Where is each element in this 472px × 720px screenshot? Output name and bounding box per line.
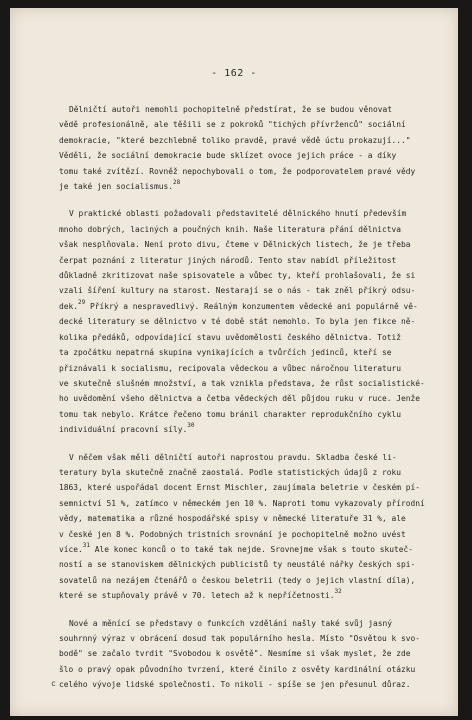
text-line: [59, 677, 419, 692]
line-text: ho uvědomění všeho dělnictva a četba vědeckých děl půjdou ruku v ruce. Jenže: [59, 394, 421, 404]
text-line: [59, 133, 419, 148]
line-text: Dělničtí autoři nemohli pochopitelně předstírat, že se budou věnovat: [69, 105, 393, 114]
line-text: individuální pracovní síly.: [59, 425, 188, 435]
line-text: důkladně zkritizovat naše spisovatele a vůbec ty, kteří prohlašovali, že si: [59, 271, 416, 281]
document-page: [10, 8, 458, 716]
text-line: [59, 662, 419, 677]
text-line: [59, 511, 419, 526]
line-text-continued: Příkrý a nespravedlivý. Reálným konzumentem vědecké ani populárně vě-: [85, 301, 418, 311]
text-line: [59, 527, 419, 542]
line-text: vzali šíření kultury na starost. Nestarají se o nás - tak zněl příkrý odsu-: [59, 286, 416, 296]
text-line: [59, 102, 419, 117]
line-text: ta zpočátku nepatrná skupina vynikajících a tvůrčích jedinců, kteří se: [59, 348, 392, 358]
text-line: [59, 480, 419, 495]
text-line: [59, 542, 419, 557]
line-text: ve skutečně slušném množství, a tak vznikla představa, že růst socialistické-: [59, 378, 425, 388]
text-line: [59, 496, 425, 511]
footnote-marker: 32: [334, 588, 342, 596]
line-text: mnoho dobrých, laciných a poučných knih. Naše literatura přání dělnictva: [59, 224, 402, 234]
line-text: celého vývoje lidské společnosti. To nikoli - spíše se jen přesunul důraz.: [59, 680, 411, 690]
text-line: [59, 206, 419, 221]
text-line: [59, 465, 419, 480]
footnote-marker: 29: [78, 298, 86, 306]
line-text: bodě" se začalo tvrdit "Svobodou k osvětě". Nesmíme si však myslet, že zde: [59, 649, 411, 659]
line-text: dek.: [59, 301, 79, 311]
text-line: [59, 422, 419, 437]
line-text: V praktické oblasti požadovali představitelé dělnického hnutí především: [69, 209, 407, 219]
line-text: tomu tak nebylo. Krátce řečeno tomu bránil charakter reprodukčního cyklu: [59, 409, 402, 419]
text-line: [59, 179, 419, 194]
line-text: v české jen 8 %. Podobných tristních srovnání je pochopitelně možno uvést: [59, 529, 406, 539]
text-line: [59, 450, 419, 465]
text-line: [59, 314, 419, 329]
line-text: kolika předáků, odpovídající stavu uvědomělosti českého dělnictva. Totiž: [59, 332, 402, 342]
line-text: však nesplňovala. Není proto divu, čteme v Dělnických listech, že je třeba: [59, 240, 411, 250]
text-line: [59, 616, 419, 631]
footnote-marker: 30: [187, 422, 195, 430]
text-line: [59, 253, 419, 268]
line-text: souhrnný výraz v obrácení dosud tak populárního hesla. Místo "Osvětou k svo-: [59, 634, 421, 643]
text-line: [59, 268, 419, 283]
line-text: přiznávali k socialismu, recipovala vědeckou a vůbec náročnou literaturu: [59, 363, 402, 373]
text-line: [59, 361, 419, 376]
text-line: [59, 573, 419, 588]
text-line: [59, 330, 419, 345]
text-line: [59, 164, 419, 179]
text-line: [59, 299, 419, 314]
text-line: [59, 222, 419, 237]
line-text: ností a se stanoviskem dělnických publicistů ty neustálé nářky českých spi-: [59, 560, 416, 570]
line-text: demokracie, "které bezchlebně toliko pravdě, pravé vědě úctu prokazují...": [59, 135, 411, 145]
line-text-continued: Ale konec konců o to také tak nejde. Srovnejme však s touto skuteč-: [90, 544, 414, 554]
page-number: - 162 -: [211, 68, 257, 79]
text-line: [59, 237, 419, 252]
line-text: vědy, matematika a různé hospodářské spisy v německé literatuře 31 %, ale: [59, 514, 406, 524]
text-line: [59, 148, 419, 163]
line-text: sovatelů na nezájem čtenářů o českou beletrii (tedy o jejich vlastní díla),: [59, 575, 416, 585]
line-text: Věděli, že sociální demokracie bude sklízet ovoce jejich práce - a díky: [59, 151, 397, 161]
text-line: [59, 391, 419, 406]
line-text: Nové a měnící se představy o funkcích vzdělání našly také svůj jasný: [69, 618, 393, 628]
text-line: [59, 376, 425, 391]
line-text: více.: [59, 544, 83, 554]
paragraph: [59, 206, 425, 437]
line-text: decké literatury se dělnictvo v té době stát nemohlo. To byla jen fikce ně-: [59, 317, 416, 327]
document-body: [59, 102, 425, 705]
text-line: [59, 283, 419, 298]
line-text: 1863, které uspořádal docent Ernst Mischler, zaujímala beletrie v českém pí-: [59, 483, 421, 493]
line-text: které se stupňovaly právě v 70. letech až k nepříčetnosti.: [59, 591, 335, 601]
paragraph: [59, 102, 419, 194]
line-text: teratury byla skutečně značně zaostalá. Podle statistických údajů z roku: [59, 467, 402, 477]
line-text: V něčem však měli dělničtí autoři naprostou pravdu. Skladba české li-: [69, 452, 397, 462]
line-text: čerpat poznání z literatur jiných národů. Tento stav nabídl příležitost: [59, 255, 397, 265]
paragraph: [59, 450, 425, 604]
text-line: [59, 557, 419, 572]
text-line: [59, 117, 419, 132]
text-line: [59, 631, 419, 646]
margin-mark: c: [51, 679, 56, 688]
line-text: vědě profesionálně, ale těšili se z pokroků "tichých přívrženců" sociální: [59, 120, 406, 130]
footnote-marker: 28: [173, 179, 181, 187]
line-text: je také jen socialismus.: [59, 182, 174, 192]
line-text: tomu také zvítězí. Rovněž nepochybovali o tom, že podporovatelem pravé vědy: [59, 166, 416, 176]
line-text: šlo o pravý opak původního tvrzení, které činilo z osvěty kardinální otázku: [59, 664, 416, 674]
text-line: [59, 345, 419, 360]
footnote-marker: 31: [82, 541, 90, 549]
text-line: [59, 646, 419, 661]
text-line: [59, 407, 419, 422]
text-line: [59, 588, 419, 603]
line-text: semnictví 51 %, zatímco v německém jen 10 %. Naproti tomu vykazovaly přírodní: [59, 498, 425, 508]
paragraph: [59, 616, 419, 693]
